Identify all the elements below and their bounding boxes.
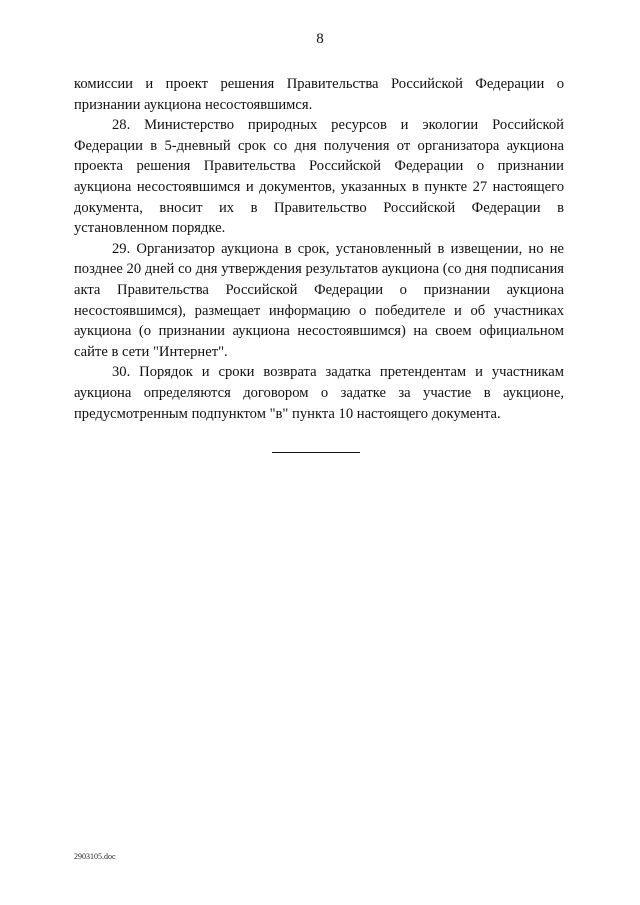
- paragraph-continuation: комиссии и проект решения Правительства Российской Федерации о признании аукциона несостоявшимся.: [74, 76, 564, 113]
- paragraph-item-30: 30. Порядок и сроки возврата задатка претендентам и участникам аукциона определяются договором о задатке за участие в аукционе, предусмотренным подпунктом "в" пункта 10 настоящего документа.: [74, 364, 564, 422]
- document-body: [74, 74, 564, 424]
- footer-file-code: 2903105.doc: [74, 852, 116, 861]
- paragraph-item-28: 28. Министерство природных ресурсов и экологии Российской Федерации в 5-дневный срок со дня получения от организатора аукциона проекта решения Правительства Российской Федерации о признании аукциона несостоявшимся и документов, указанных в пункте 27 настоящего документа, вносит их в Правительство Российской Федерации в установленном порядке.: [74, 117, 564, 237]
- paragraph-item-29: 29. Организатор аукциона в срок, установленный в извещении, но не позднее 20 дней со дня утверждения результатов аукциона (со дня подписания акта Правительства Российской Федерации о признании аукциона несостоявшимся), размещает информацию о победителе и об участниках аукциона (о признании аукциона несостоявшимся) на своем официальном сайте в сети "Интернет".: [74, 240, 564, 360]
- page-number: 8: [316, 31, 324, 47]
- end-divider-line: [272, 452, 360, 453]
